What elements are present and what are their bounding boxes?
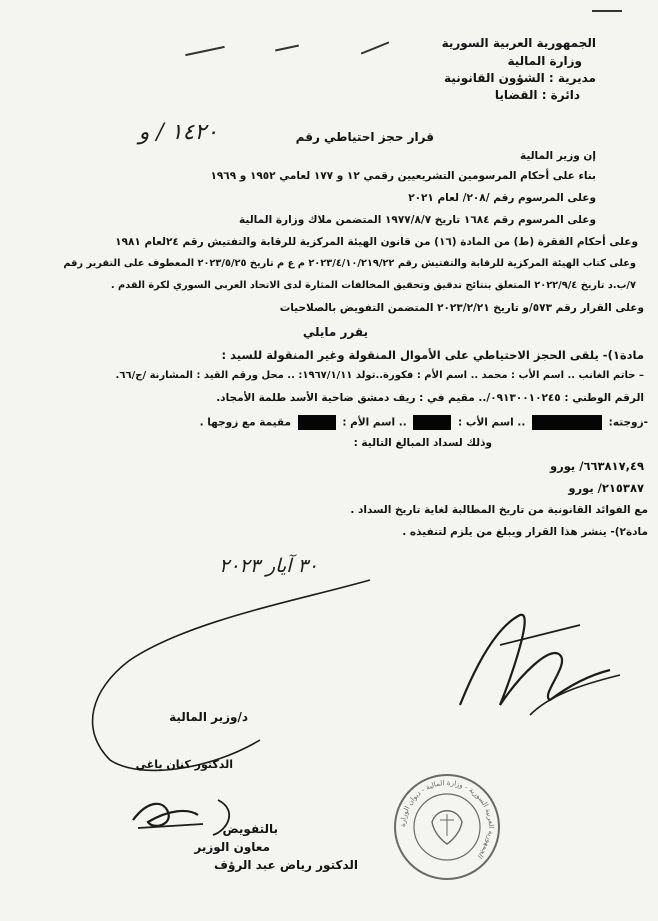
recital-1: بناء على أحكام المرسومين التشريعيين رقمي ١٢ و ١٧٧ لعامي ١٩٥٢ و ١٩٦٩	[210, 170, 596, 182]
amounts-intro: وذلك لسداد المبالغ التالية :	[353, 437, 492, 449]
decision-title	[296, 130, 434, 144]
deputy-name: الدكتور رياض عبد الرؤف	[214, 858, 358, 872]
wife-mother-label: .. اسم الأم :	[342, 416, 407, 429]
recital-7: وعلى القرار رقم ٥٧٣/و تاريخ ٢٠٢٣/٢/٢١ المتضمن التفويض بالصلاحيات	[279, 302, 644, 314]
minister-title: د/وزير المالية	[169, 710, 248, 724]
recital-2: وعلى المرسوم رقم /٢٠٨/ لعام ٢٠٢١	[408, 192, 596, 204]
by-delegation: بالتفويض	[222, 822, 278, 836]
pen-dash	[185, 46, 225, 56]
recital-6: ٧/ب.د تاريخ ٢٠٢٢/٩/٤ المتعلق بنتائج تدقيق وتحقيق المخالفات المثارة لدى الاتحاد العربي السوري لكرة القدم .	[110, 280, 636, 291]
redacted-block	[298, 415, 336, 430]
pen-dash	[361, 41, 390, 54]
amount-2: ٢١٥٣٨٧/ يورو	[568, 481, 644, 495]
pen-loop	[70, 560, 390, 780]
wife-line	[200, 415, 648, 430]
official-stamp	[392, 772, 502, 882]
header-country: الجمهورية العربية السورية	[441, 36, 596, 50]
wife-father-label: .. اسم الأب :	[458, 416, 526, 429]
recital-4: وعلى أحكام الفقرة (ط) من المادة (١٦) من قانون الهيئة المركزية للرقابة والتفتيش رقم ٢٤لعام ١٩٨١	[115, 236, 638, 248]
recital-5: وعلى كتاب الهيئة المركزية للرقابة والتفتيش رقم ٢٠٢٣/٤/١٠/٢١٩/٢٢ م ع م تاريخ ٢٠٢٣/٥/٢٥ المعطوف على التقرير رقم	[63, 258, 636, 269]
intro-line: إن وزير المالية	[519, 150, 596, 162]
stamp-arc-text: الجمهورية العربية السورية - وزارة المالية - ديوان الوزارة	[398, 778, 496, 861]
decides-heading: يقرر مايلي	[302, 325, 368, 339]
person-line: – حاتم الغانب .. اسم الأب : محمد .. اسم الأم : فكورة..تولد ١٩٦٧/١/١١: .. محل ورقم القيد : المشارنة /ج/٦٦.	[115, 370, 644, 381]
article-1: مادة١)- يلقى الحجز الاحتياطي على الأموال المنقولة وغير المنقولة للسيد :	[221, 348, 644, 362]
scan-mark	[592, 10, 622, 12]
header-department: دائرة : القضايا	[494, 88, 580, 102]
recital-3: وعلى المرسوم رقم ١٦٨٤ تاريخ ١٩٧٧/٨/٧ المتضمن ملاك وزارة المالية	[239, 214, 596, 226]
redacted-block	[413, 415, 451, 430]
interest-line: مع الفوائد القانونية من تاريخ المطالبة لغاية تاريخ السداد .	[350, 504, 648, 516]
wife-prefix: -زوجته:	[608, 416, 648, 429]
national-id-line: الرقم الوطني : ٠٩١٣٠٠١٠٢٤٥/.. مقيم في : ريف دمشق ضاحية الأسد طلمة الأمجاد.	[216, 392, 644, 404]
amount-1: ٦٦٣٨١٧,٤٩/ يورو	[549, 459, 644, 473]
wife-suffix: مقيمة مع زوجها .	[199, 416, 291, 429]
article-2: مادة٢)- ينشر هذا القرار ويبلغ من يلزم لتنفيذه .	[402, 526, 648, 538]
minister-name: الدكتور كنان ياغي	[135, 758, 233, 771]
deputy-title: معاون الوزير	[194, 840, 270, 854]
handwritten-date: ٣٠ آيار ٢٠٢٣	[219, 555, 318, 577]
pen-dash	[275, 45, 299, 52]
header-ministry: وزارة المالية	[507, 54, 582, 68]
decision-number: ١٤٢٠ / و	[138, 120, 218, 145]
minister-signature	[440, 585, 640, 735]
redacted-block	[532, 415, 602, 430]
header-directorate: مديرية : الشؤون القانونية	[444, 71, 596, 85]
decision-title-label: قرار حجز احتياطي رقم	[295, 130, 434, 144]
